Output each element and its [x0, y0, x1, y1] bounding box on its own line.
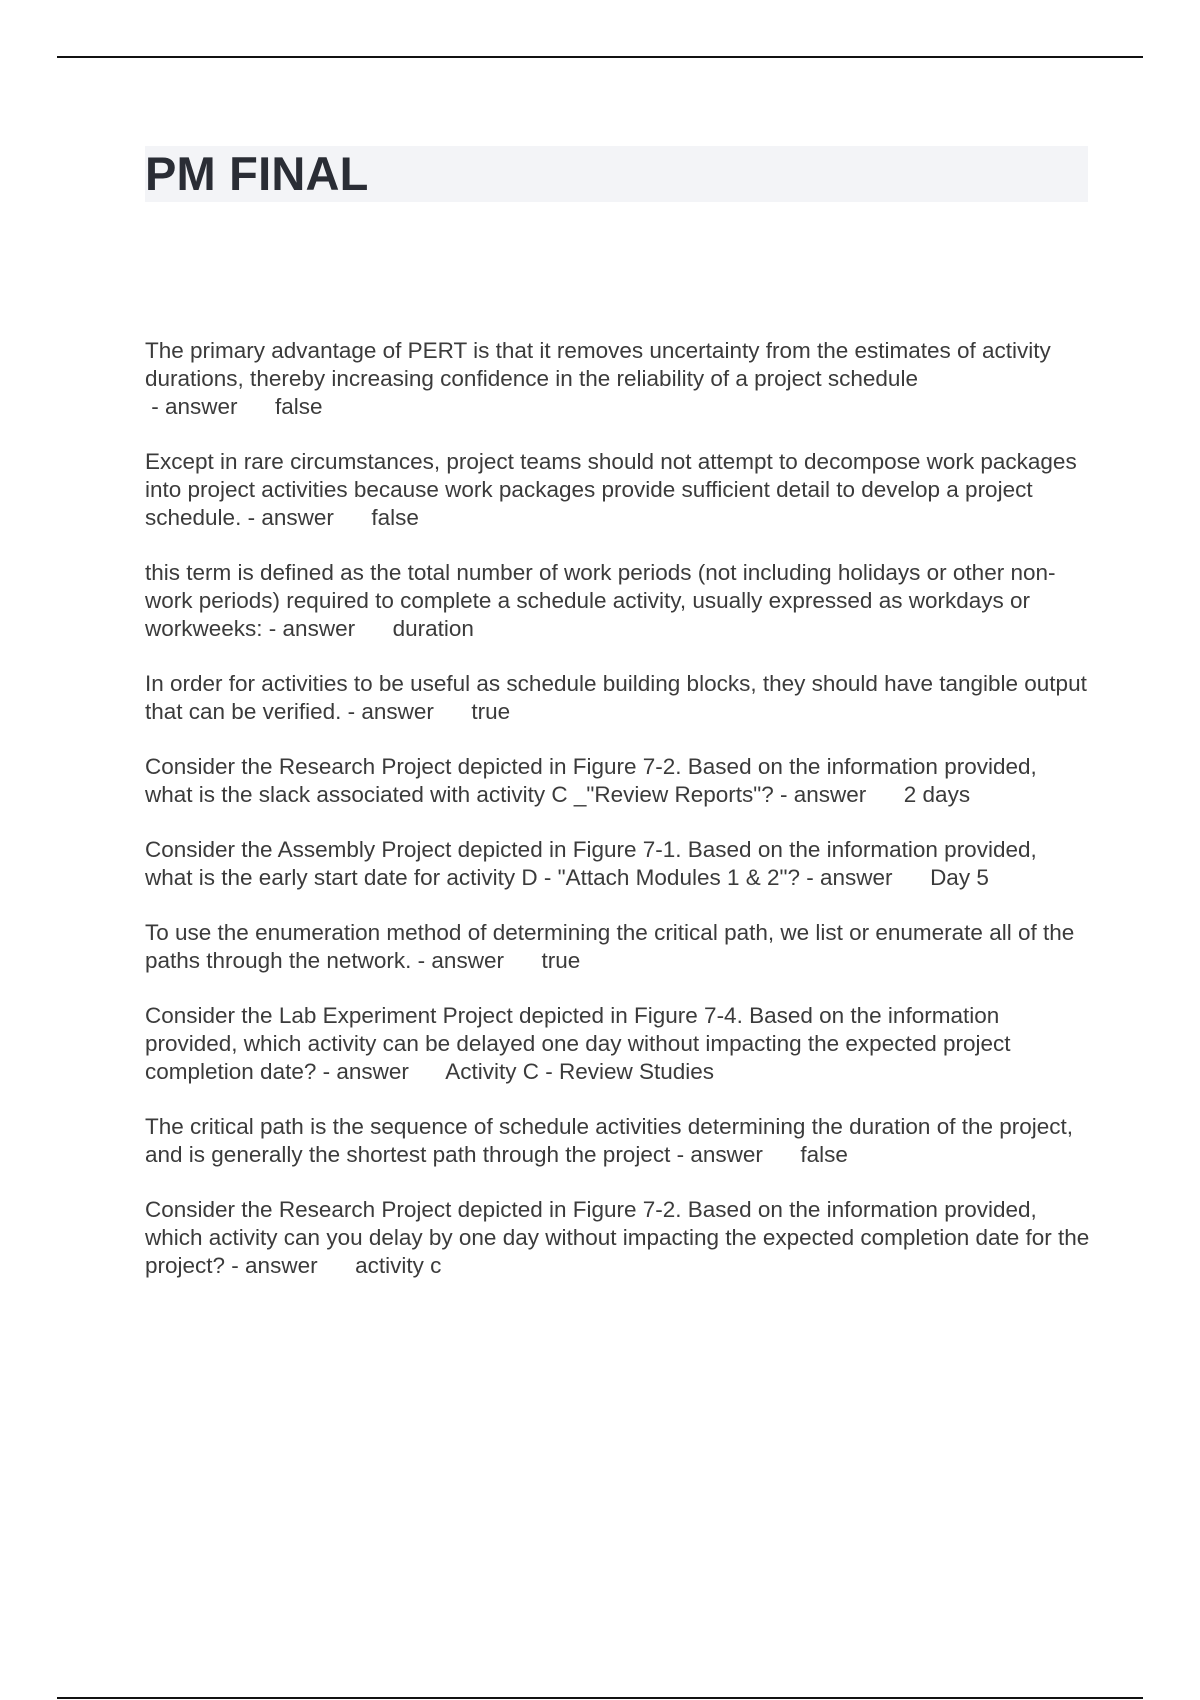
- question-text: In order for activities to be useful as schedule building blocks, they should have tangible output that can be verified.: [145, 671, 1087, 724]
- qa-item: [145, 1113, 1090, 1169]
- question-text: Consider the Research Project depicted in Figure 7-2. Based on the information provided, which activity can you delay by one day without impacting the expected completion date for the project?: [145, 1197, 1090, 1278]
- answer-label: - answer: [800, 865, 893, 890]
- question-text: this term is defined as the total number of work periods (not including holidays or other non-work periods) required to complete a schedule activity, usually expressed as workdays or workweeks:: [145, 560, 1056, 641]
- qa-item: [145, 337, 1090, 421]
- answer-text: false: [800, 1142, 848, 1167]
- answer-label: - answer: [411, 948, 504, 973]
- answer-text: Activity C - Review Studies: [445, 1059, 715, 1084]
- answer-label: - answer: [262, 616, 356, 641]
- question-text: Consider the Research Project depicted in Figure 7-2. Based on the information provided, what is the slack associated with activity C _"Review Reports"?: [145, 754, 1037, 807]
- question-text: Except in rare circumstances, project teams should not attempt to decompose work packages into project activities because work packages provide sufficient detail to develop a project schedule.: [145, 449, 1077, 530]
- answer-text: true: [541, 948, 581, 973]
- answer-text: false: [371, 505, 419, 530]
- question-text: The critical path is the sequence of schedule activities determining the duration of the project, and is generally the shortest path through the project: [145, 1114, 1074, 1167]
- answer-text: 2 days: [903, 782, 971, 807]
- answer-text: false: [275, 394, 323, 419]
- qa-item: [145, 1002, 1090, 1086]
- answer-label: - answer: [241, 505, 334, 530]
- qa-item: [145, 919, 1090, 975]
- qa-list: [145, 337, 1090, 1307]
- answer-label: - answer: [316, 1059, 409, 1084]
- answer-text: true: [471, 699, 511, 724]
- page-title: PM FINAL: [145, 147, 369, 200]
- qa-item: [145, 1196, 1090, 1280]
- answer-label: - answer: [225, 1253, 318, 1278]
- answer-text: Day 5: [930, 865, 989, 890]
- question-text: To use the enumeration method of determining the critical path, we list or enumerate all of the paths through the network.: [145, 920, 1075, 973]
- qa-item: [145, 753, 1090, 809]
- qa-item: [145, 559, 1090, 643]
- answer-label: - answer: [145, 394, 238, 419]
- answer-label: - answer: [670, 1142, 763, 1167]
- bottom-rule: [57, 1697, 1143, 1699]
- question-text: The primary advantage of PERT is that it removes uncertainty from the estimates of activity durations, thereby increasing confidence in the reliability of a project schedule: [145, 338, 1051, 391]
- top-rule: [57, 56, 1143, 58]
- answer-text: duration: [392, 616, 474, 641]
- qa-item: [145, 836, 1090, 892]
- question-text: Consider the Assembly Project depicted in Figure 7-1. Based on the information provided, what is the early start date for activity D - "Attach Modules 1 & 2"?: [145, 837, 1037, 890]
- answer-label: - answer: [341, 699, 434, 724]
- answer-text: activity c: [355, 1253, 442, 1278]
- question-text: Consider the Lab Experiment Project depicted in Figure 7-4. Based on the information provided, which activity can be delayed one day without impacting the expected project completion date?: [145, 1003, 1011, 1084]
- qa-item: [145, 448, 1090, 532]
- qa-item: [145, 670, 1090, 726]
- answer-label: - answer: [773, 782, 867, 807]
